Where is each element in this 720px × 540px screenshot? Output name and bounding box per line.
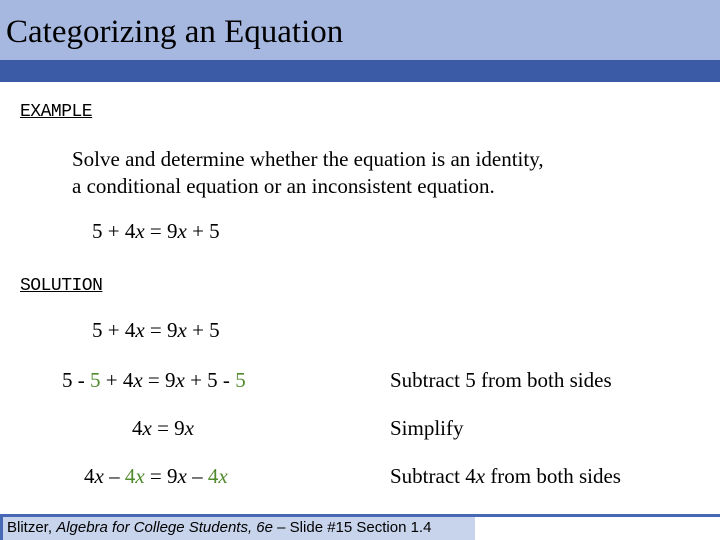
given-equation: 5 + 4x = 9x + 5: [92, 219, 220, 243]
title-stripe: [0, 60, 720, 82]
solution-label: SOLUTION: [20, 276, 103, 296]
slide-title: Categorizing an Equation: [6, 14, 344, 50]
step-2-note: Subtract 5 from both sides: [390, 368, 612, 392]
example-label: EXAMPLE: [20, 102, 93, 122]
problem-statement: [72, 146, 544, 200]
step-4-note: Subtract 4x from both sides: [390, 464, 621, 488]
step-2-equation: 5 - 5 + 4x = 9x + 5 - 5: [62, 368, 246, 392]
problem-line-2: a conditional equation or an inconsistent equation.: [72, 174, 495, 198]
step-1-equation: 5 + 4x = 9x + 5: [92, 318, 220, 342]
step-3-note: Simplify: [390, 416, 464, 440]
step-4-equation: 4x – 4x = 9x – 4x: [84, 464, 228, 488]
step-3-equation: 4x = 9x: [132, 416, 194, 440]
problem-line-1: Solve and determine whether the equation is an identity,: [72, 147, 544, 171]
footer-citation: Blitzer, Algebra for College Students, 6e – Slide #15 Section 1.4: [7, 519, 432, 536]
